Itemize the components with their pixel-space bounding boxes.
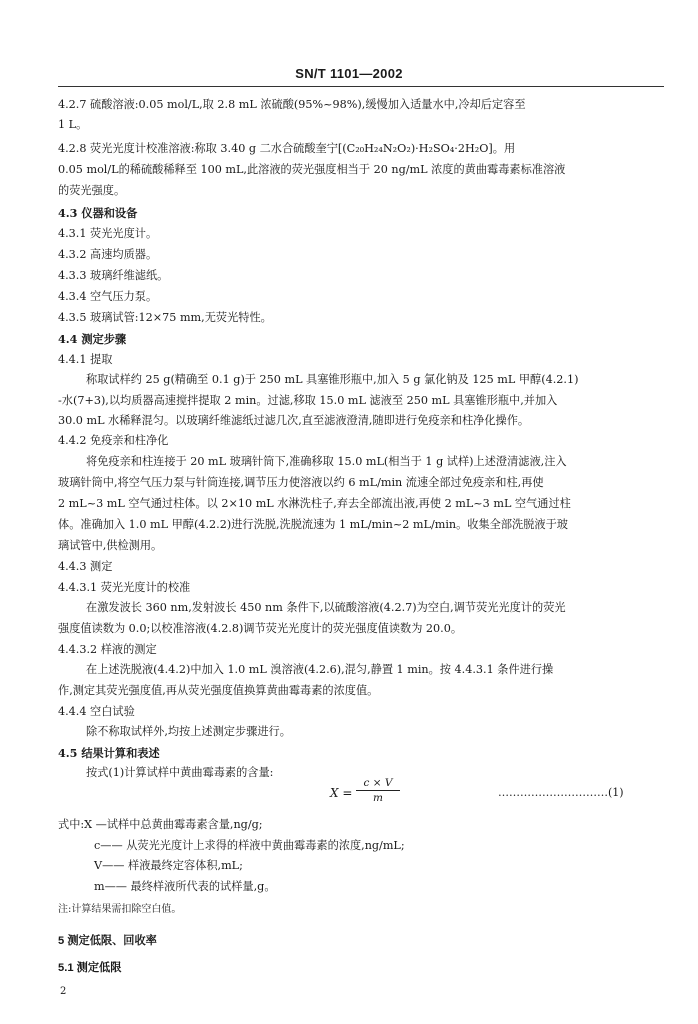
para-4-4-3-1-line1: 在激发波长 360 nm,发射波长 450 nm 条件下,以硫酸溶液(4.2.7)为空白,调节荧光光度计的荧光 — [86, 601, 566, 614]
section-4-3-heading: 4.3 仪器和设备 — [58, 206, 138, 220]
page-header: SN/T 1101—2002 — [295, 66, 403, 81]
formula-numerator: c × V — [363, 777, 393, 789]
para-4-4-2-line1: 将免疫亲和柱连接于 20 mL 玻璃针筒下,准确移取 15.0 mL(相当于 1 g 试样)上述澄清滤液,注入 — [86, 455, 567, 468]
section-4-4-heading: 4.4 测定步骤 — [58, 332, 127, 346]
para-4-4-4: 除不称取试样外,均按上述测定步骤进行。 — [86, 725, 291, 738]
para-4-2-8-cont1: 0.05 mol/L的稀硫酸稀释至 100 mL,此溶液的荧光强度相当于 20 ng/mL 浓度的黄曲霉毒素标准溶液 — [58, 163, 566, 176]
item-4-3-2: 4.3.2 高速均质器。 — [58, 248, 158, 261]
para-4-2-8-cont2: 的荧光强度。 — [58, 184, 126, 197]
section-4-4-4-heading: 4.4.4 空白试验 — [58, 705, 135, 718]
item-4-3-5: 4.3.5 玻璃试管:12×75 mm,无荧光特性。 — [58, 311, 272, 324]
item-4-3-4: 4.3.4 空气压力泵。 — [58, 290, 158, 303]
page-number: 2 — [60, 986, 67, 997]
section-4-4-1-heading: 4.4.1 提取 — [58, 353, 113, 366]
section-5-heading: 5 测定低限、回收率 — [58, 935, 157, 947]
para-4-4-2-line2: 玻璃针筒中,将空气压力泵与针筒连接,调节压力使溶液以约 6 mL/min 流速全部过免疫亲和柱,再使 — [58, 476, 544, 489]
para-4-4-3-2-line1: 在上述洗脱液(4.4.2)中加入 1.0 mL 溴溶液(4.2.6),混匀,静置 1 min。按 4.4.3.1 条件进行操 — [86, 663, 554, 676]
formula-denominator: m — [373, 792, 383, 804]
para-4-4-1-line2: -水(7+3),以均质器高速搅拌提取 2 min。过滤,移取 15.0 mL 滤液至 250 mL 具塞锥形瓶中,并加入 — [58, 394, 558, 407]
para-4-2-7-cont: 1 L。 — [58, 118, 88, 131]
formula-lhs: X = — [330, 786, 353, 800]
section-4-4-3-heading: 4.4.3 测定 — [58, 560, 113, 573]
section-5-1-heading: 5.1 测定低限 — [58, 962, 122, 974]
where-c: c—— 从荧光光度计上求得的样液中黄曲霉毒素的浓度,ng/mL; — [94, 839, 405, 852]
formula-fraction — [356, 777, 400, 804]
para-4-4-2-line5: 璃试管中,供检测用。 — [58, 539, 163, 552]
section-4-4-3-2-heading: 4.4.3.2 样液的测定 — [58, 643, 157, 656]
where-x: 式中:X —试样中总黄曲霉毒素含量,ng/g; — [58, 818, 263, 831]
section-4-4-2-heading: 4.4.2 免疫亲和柱净化 — [58, 434, 169, 447]
section-4-5-heading: 4.5 结果计算和表述 — [58, 746, 160, 760]
para-4-2-8: 4.2.8 荧光光度计校准溶液:称取 3.40 g 二水合硫酸奎宁[(C₂₀H₂₄N₂O₂)·H₂SO₄·2H₂O]。用 — [58, 142, 516, 155]
calc-note: 注:计算结果需扣除空白值。 — [58, 904, 182, 915]
para-4-5: 按式(1)计算试样中黄曲霉毒素的含量: — [86, 766, 274, 779]
fraction-bar — [356, 790, 400, 791]
where-v: V—— 样液最终定容体积,mL; — [94, 859, 243, 872]
formula-1 — [320, 777, 420, 807]
where-m: m—— 最终样液所代表的试样量,g。 — [94, 880, 276, 893]
para-4-4-2-line4: 体。准确加入 1.0 mL 甲醇(4.2.2)进行洗脱,洗脱流速为 1 mL/min~2 mL/min。收集全部洗脱液于玻 — [58, 518, 568, 531]
equation-number: …………………………(1) — [498, 786, 624, 799]
section-4-4-3-1-heading: 4.4.3.1 荧光光度计的校准 — [58, 581, 191, 594]
para-4-4-3-2-line2: 作,测定其荧光强度值,再从荧光强度值换算黄曲霉毒素的浓度值。 — [58, 684, 379, 697]
header-rule — [58, 86, 664, 87]
para-4-2-7: 4.2.7 硫酸溶液:0.05 mol/L,取 2.8 mL 浓硫酸(95%~98%),缓慢加入适量水中,冷却后定容至 — [58, 98, 526, 111]
para-4-4-1-line1: 称取试样约 25 g(精确至 0.1 g)于 250 mL 具塞锥形瓶中,加入 5 g 氯化钠及 125 mL 甲醇(4.2.1) — [86, 373, 579, 386]
item-4-3-3: 4.3.3 玻璃纤维滤纸。 — [58, 269, 169, 282]
para-4-4-3-1-line2: 强度值读数为 0.0;以校准溶液(4.2.8)调节荧光光度计的荧光强度值读数为 20.0。 — [58, 622, 463, 635]
para-4-4-1-line3: 30.0 mL 水稀释混匀。以玻璃纤维滤纸过滤几次,直至滤液澄清,随即进行免疫亲和柱净化操作。 — [58, 414, 530, 427]
item-4-3-1: 4.3.1 荧光光度计。 — [58, 227, 158, 240]
para-4-4-2-line3: 2 mL~3 mL 空气通过柱体。以 2×10 mL 水淋洗柱子,弃去全部流出液,再使 2 mL~3 mL 空气通过柱 — [58, 497, 571, 510]
